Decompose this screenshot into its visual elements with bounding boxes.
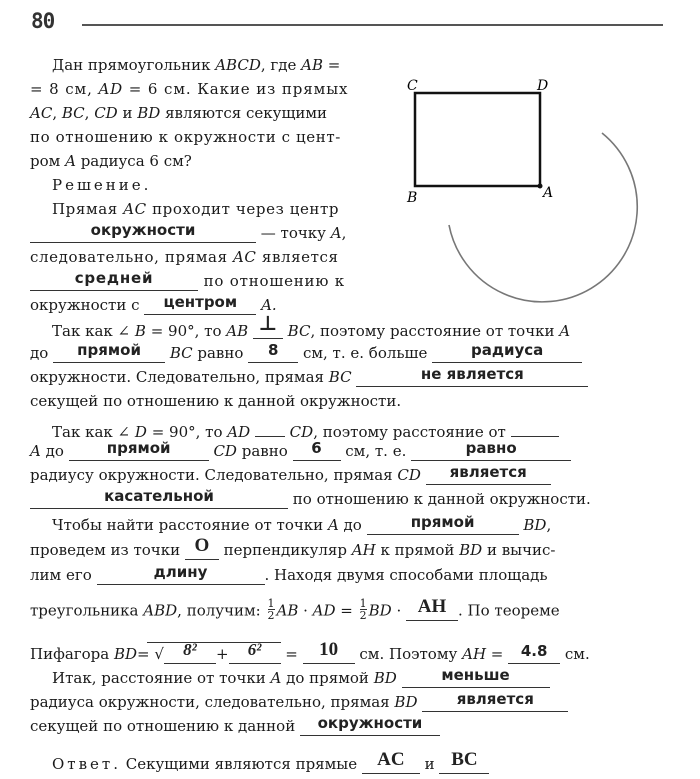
p3-line-3: радиусу окружности. Следовательно, прямая CD является bbox=[30, 466, 551, 485]
p2-line-3: окружности. Следовательно, прямая BC не является bbox=[30, 368, 588, 387]
circle-arc bbox=[449, 133, 637, 302]
blank-cd-perp[interactable] bbox=[255, 418, 285, 437]
blank-height[interactable]: AH bbox=[406, 602, 458, 621]
blank-dist-bc-value[interactable]: 8 bbox=[248, 344, 298, 363]
blank-of-circle[interactable]: окружности bbox=[300, 717, 440, 736]
blank-equal[interactable]: равно bbox=[411, 442, 571, 461]
blank-square-1[interactable]: 8² bbox=[164, 645, 216, 664]
p4-line-4: треугольника ABD, получим: $\frac{1}{2}$ AB · AD = $\frac{1}{2}$ BD · AH . По теореме bbox=[30, 595, 560, 622]
problem-line-5: ром A радиуса 6 см? bbox=[30, 152, 192, 170]
blank-bc-is[interactable]: не является bbox=[356, 368, 588, 387]
problem-line-1: Дан прямоугольник ABCD, где AB = bbox=[52, 56, 341, 74]
p6-line-1: Итак, расстояние от точки A до прямой BD меньше bbox=[52, 669, 550, 688]
p5-line-1: Пифагора BD = √ 8² + 6² = 10 см. Поэтому AH = 4.8 см. bbox=[30, 639, 590, 663]
problem-line-3: AC, BC, CD и BD являются секущими bbox=[30, 104, 328, 122]
fraction-half-2: $\frac{1}{2}$ bbox=[359, 597, 367, 622]
problem-line-4: по отношению к окружности с цент- bbox=[30, 128, 341, 146]
p1-line-5: окружности с центром A. bbox=[30, 293, 277, 314]
header-rule bbox=[82, 24, 663, 26]
blank-answer-2[interactable]: BC bbox=[439, 755, 489, 774]
p1-line-4: средней по отношению к bbox=[30, 272, 345, 291]
blank-from-point[interactable]: O bbox=[185, 541, 219, 560]
blank-ac-is[interactable]: средней bbox=[30, 272, 198, 291]
page-number: 80 bbox=[31, 9, 55, 33]
blank-less[interactable]: меньше bbox=[402, 669, 550, 688]
blank-more-than[interactable]: радиуса bbox=[432, 344, 582, 363]
fraction-half-1: $\frac{1}{2}$ bbox=[267, 597, 275, 622]
blank-perp[interactable]: ⊥ bbox=[253, 320, 283, 339]
blank-bd-value[interactable]: 10 bbox=[303, 645, 355, 664]
blank-dist-bc-to[interactable]: прямой bbox=[53, 344, 165, 363]
blank-center-of[interactable]: окружности bbox=[30, 224, 256, 243]
point-a bbox=[538, 184, 543, 189]
label-a: A bbox=[543, 185, 554, 201]
label-b: B bbox=[407, 190, 418, 206]
answer-label: Ответ. bbox=[52, 755, 121, 773]
square-root: = √ 8² + 6² bbox=[137, 645, 280, 664]
blank-dist-cd-to[interactable]: прямой bbox=[69, 442, 209, 461]
p4-line-1: Чтобы найти расстояние от точки A до прямой BD, bbox=[52, 513, 552, 534]
blank-dist-cd-value[interactable]: 6 bbox=[293, 442, 341, 461]
rectangle-circle-diagram bbox=[395, 70, 655, 320]
blank-dist-from[interactable] bbox=[511, 418, 559, 437]
blank-cd-is[interactable]: является bbox=[426, 466, 551, 485]
blank-dist-bd-to[interactable]: прямой bbox=[367, 516, 519, 535]
blank-tangent[interactable]: касательной bbox=[30, 490, 288, 509]
p2-line-1: Так как ∠ B = 90°, то AB ⊥ BC, поэтому расстояние от точки A bbox=[52, 311, 571, 340]
problem-line-2: = 8 см, AD = 6 см. Какие из прямых bbox=[30, 80, 349, 98]
p1-line-2: окружности — точку A, bbox=[30, 224, 346, 243]
p6-line-3: секущей по отношению к данной окружности bbox=[30, 717, 440, 736]
p3-line-4: касательной по отношению к данной окружности. bbox=[30, 490, 591, 509]
p1-line-1: Прямая AC проходит через центр bbox=[52, 200, 340, 218]
blank-ah-value[interactable]: 4.8 bbox=[508, 645, 560, 664]
blank-with[interactable]: центром bbox=[144, 296, 256, 315]
rectangle-abcd bbox=[415, 93, 540, 186]
p3-line-2: A до прямой CD равно 6 см, т. е. равно bbox=[30, 442, 571, 461]
p2-line-4: секущей по отношению к данной окружности. bbox=[30, 392, 402, 410]
p6-line-2: радиуса окружности, следовательно, прямая BD является bbox=[30, 693, 568, 712]
answer-line: Ответ. Секущими являются прямые AC и BC bbox=[52, 755, 489, 774]
blank-length[interactable]: длину bbox=[97, 566, 265, 585]
solution-heading: Решение. bbox=[52, 176, 152, 194]
label-c: C bbox=[407, 78, 418, 94]
blank-answer-1[interactable]: AC bbox=[362, 755, 420, 774]
blank-bd-is[interactable]: является bbox=[422, 693, 568, 712]
p1-line-3: следовательно, прямая AC является bbox=[30, 248, 339, 266]
label-d: D bbox=[537, 78, 549, 94]
p3-line-1: Так как ∠ D = 90°, то AD CD, поэтому расстояние от bbox=[52, 418, 559, 441]
blank-square-2[interactable]: 6² bbox=[229, 645, 281, 664]
p4-line-3: лим его длину . Находя двумя способами площадь bbox=[30, 563, 548, 584]
p4-line-2: проведем из точки O перпендикуляр AH к прямой BD и вычис- bbox=[30, 535, 556, 559]
p2-line-2: до прямой BC равно 8 см, т. е. больше радиуса bbox=[30, 344, 582, 363]
